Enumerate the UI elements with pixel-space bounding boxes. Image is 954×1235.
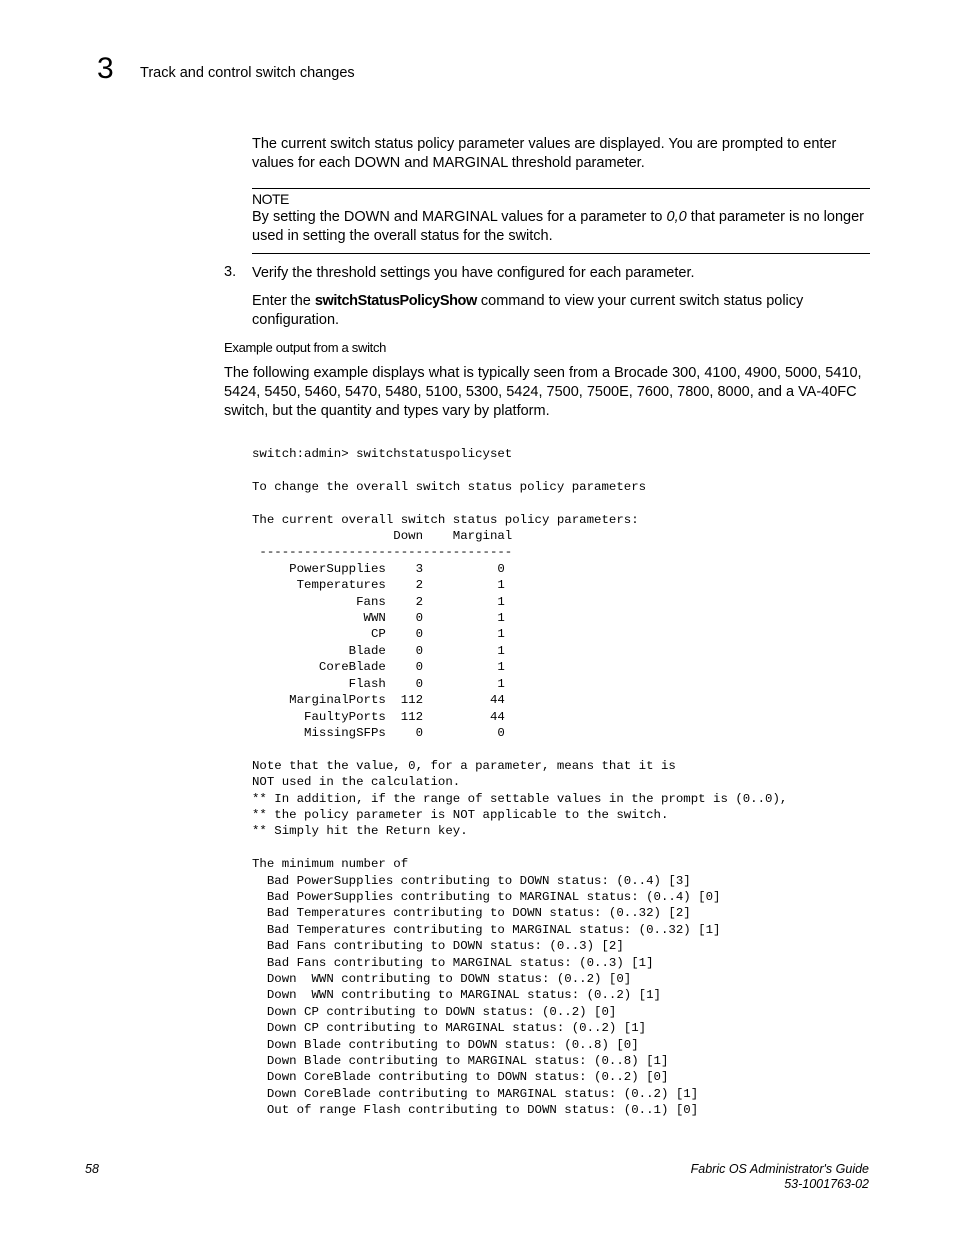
step-subtext-end: command to view your current switch status policy configuration. bbox=[252, 293, 804, 328]
note-text-start: By setting the DOWN and MARGINAL values for a parameter to bbox=[252, 209, 667, 225]
note-box bbox=[252, 188, 870, 254]
page-number: 58 bbox=[85, 1162, 99, 1176]
step-number: 3. bbox=[224, 264, 237, 280]
command-name: switchStatusPolicyShow bbox=[314, 293, 477, 309]
note-text bbox=[252, 208, 870, 246]
example-heading: Example output from a switch bbox=[224, 340, 387, 355]
step-subtext bbox=[252, 292, 852, 330]
example-description: The following example displays what is typically seen from a Brocade 300, 4100, 4900, 5000, 5410, 5424, 5450, 5460, 5470, 5480, 5100, 5300, 5424, 7500, 7500E, 7600, 7800, 8000, and a VA-40FC switch, but the quantity and types vary by platform. bbox=[224, 365, 862, 419]
step-subtext-start: Enter the bbox=[252, 293, 315, 309]
chapter-number: 3 bbox=[97, 52, 114, 85]
footer-info bbox=[691, 1162, 869, 1192]
note-heading: NOTE bbox=[252, 191, 289, 207]
code-example: switch:admin> switchstatuspolicyset To change the overall switch status policy parameters The current overall switch status policy parameters: Down Marginal ---------------------------------- PowerSupplies 3 0 Temperatures 2 1 Fans 2 1 WWN 0 1 CP 0 1 Blade 0 1 CoreBlade 0 1 Flash 0 1 MarginalPorts 112 44 FaultyPorts 112 44 MissingSFPs 0 0 Note that the value, 0, for a parameter, means that it is NOT used in the calculation. ** In addition, if the range of settable values in the prompt is (0..0), ** the policy parameter is NOT applicable to the switch. ** Simply hit the Return key. The minimum number of Bad PowerSupplies contributing to DOWN status: (0..4) [3] Bad PowerSupplies contributing to MARGINAL status: (0..4) [0] Bad Temperatures contributing to DOWN status: (0..32) [2] Bad Temperatures contributing to MARGINAL status: (0..32) [1] Bad Fans contributing to DOWN status: (0..3) [2] Bad Fans contributing to MARGINAL status: (0..3) [1] Down WWN contributing to DOWN status: (0..2) [0] Down WWN contributing to MARGINAL status: (0..2) [1] Down CP contributing to DOWN status: (0..2) [0] Down CP contributing to MARGINAL status: (0..2) [1] Down Blade contributing to DOWN status: (0..8) [0] Down Blade contributing to MARGINAL status: (0..8) [1] Down CoreBlade contributing to DOWN status: (0..2) [0] Down CoreBlade contributing to MARGINAL status: (0..2) [1] Out of range Flash contributing to DOWN status: (0..1) [0] bbox=[252, 447, 788, 1118]
step-text: Verify the threshold settings you have configured for each parameter. bbox=[252, 265, 695, 281]
intro-paragraph: The current switch status policy parameter values are displayed. You are prompted to enter values for each DOWN and MARGINAL threshold parameter. bbox=[252, 136, 837, 171]
doc-number: 53-1001763-02 bbox=[784, 1177, 869, 1191]
chapter-title: Track and control switch changes bbox=[140, 65, 355, 81]
note-text-end: that parameter is no longer used in setting the overall status for the switch. bbox=[252, 209, 864, 244]
note-text-value: 0,0 bbox=[666, 209, 687, 225]
guide-title: Fabric OS Administrator's Guide bbox=[690, 1162, 869, 1176]
